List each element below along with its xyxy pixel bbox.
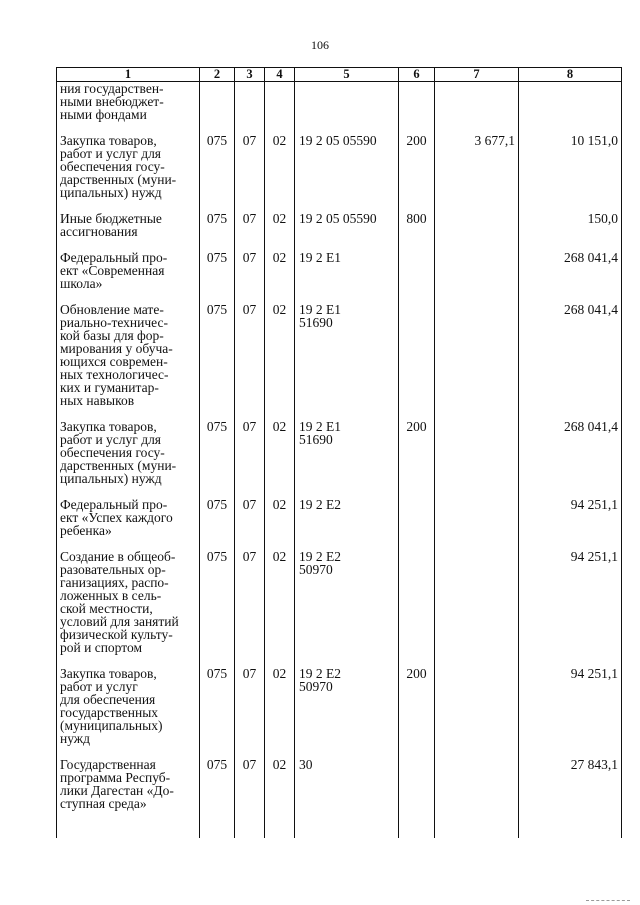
cell-ministry: 075 (200, 134, 235, 212)
cell-amount-7 (435, 212, 519, 251)
cell-amount-8: 10 151,0 (519, 134, 622, 212)
column-header-6: 6 (399, 68, 435, 82)
table-row (57, 758, 622, 838)
cell-amount-7 (435, 420, 519, 498)
cell-subsection: 02 (265, 212, 295, 251)
cell-section: 07 (235, 550, 265, 667)
row-name: Федеральный про- ект «Современная школа» (57, 251, 200, 303)
cell-amount-8: 94 251,1 (519, 550, 622, 667)
row-name: Закупка товаров, работ и услуг для обеспечения госу- дарственных (муни- ципальных) нужд (57, 134, 200, 212)
cell-section: 07 (235, 420, 265, 498)
row-name: Государственная программа Респуб- лики Дагестан «До- ступная среда» (57, 758, 200, 838)
column-header-7: 7 (435, 68, 519, 82)
cell-section: 07 (235, 758, 265, 838)
cell-target-article: 19 2 E2 50970 (295, 550, 399, 667)
cell-amount-8 (519, 82, 622, 134)
cell-subsection: 02 (265, 303, 295, 420)
page-number: 106 (311, 38, 329, 52)
cell-expense-type: 200 (399, 667, 435, 758)
cell-subsection: 02 (265, 134, 295, 212)
cell-target-article: 19 2 E1 51690 (295, 303, 399, 420)
cell-amount-8: 268 041,4 (519, 251, 622, 303)
row-name: Создание в общеоб- разовательных ор- ганизациях, распо- ложенных в сель- ской местности, условий для занятий физической культу- рой и спортом (57, 550, 200, 667)
cell-amount-8: 268 041,4 (519, 303, 622, 420)
column-header-1: 1 (57, 68, 200, 82)
cell-ministry: 075 (200, 498, 235, 550)
cell-ministry: 075 (200, 667, 235, 758)
header-row (57, 68, 622, 82)
cell-expense-type: 800 (399, 212, 435, 251)
cell-target-article: 19 2 05 05590 (295, 212, 399, 251)
cell-target-article: 19 2 E1 (295, 251, 399, 303)
cell-expense-type: 200 (399, 420, 435, 498)
column-header-5: 5 (295, 68, 399, 82)
row-name: Закупка товаров, работ и услуг для обеспечения государственных (муниципальных) нужд (57, 667, 200, 758)
cell-section: 07 (235, 498, 265, 550)
cell-section (235, 82, 265, 134)
column-header-3: 3 (235, 68, 265, 82)
table-row (57, 134, 622, 212)
cell-target-article: 19 2 05 05590 (295, 134, 399, 212)
cell-expense-type (399, 303, 435, 420)
table-row (57, 550, 622, 667)
row-name: Обновление мате- риально-техничес- кой базы для фор- мирования у обуча- ющихся современ- ных технологичес- ких и гуманитар- ных навыков (57, 303, 200, 420)
row-name: ния государствен- ными внебюджет- ными фондами (57, 82, 200, 134)
cell-target-article: 30 (295, 758, 399, 838)
cell-section: 07 (235, 134, 265, 212)
cell-amount-8: 94 251,1 (519, 667, 622, 758)
cell-section: 07 (235, 667, 265, 758)
cell-amount-8: 94 251,1 (519, 498, 622, 550)
cell-ministry: 075 (200, 420, 235, 498)
cell-subsection: 02 (265, 498, 295, 550)
cell-target-article: 19 2 E2 (295, 498, 399, 550)
cell-target-article: 19 2 E1 51690 (295, 420, 399, 498)
cell-expense-type (399, 758, 435, 838)
column-header-8: 8 (519, 68, 622, 82)
budget-table (56, 67, 622, 838)
table-row (57, 82, 622, 134)
cell-expense-type (399, 550, 435, 667)
cell-amount-7 (435, 251, 519, 303)
row-name: Федеральный про- ект «Успех каждого ребенка» (57, 498, 200, 550)
table-row (57, 251, 622, 303)
cell-subsection: 02 (265, 667, 295, 758)
column-header-2: 2 (200, 68, 235, 82)
cell-section: 07 (235, 251, 265, 303)
cell-amount-7 (435, 550, 519, 667)
cell-expense-type (399, 251, 435, 303)
cell-subsection: 02 (265, 251, 295, 303)
cell-amount-7 (435, 82, 519, 134)
cell-expense-type: 200 (399, 134, 435, 212)
table-row (57, 212, 622, 251)
cell-ministry: 075 (200, 251, 235, 303)
cell-subsection: 02 (265, 420, 295, 498)
cell-amount-8: 150,0 (519, 212, 622, 251)
table-row (57, 303, 622, 420)
cell-ministry (200, 82, 235, 134)
cell-expense-type (399, 498, 435, 550)
cell-amount-8: 27 843,1 (519, 758, 622, 838)
cell-section: 07 (235, 303, 265, 420)
cell-expense-type (399, 82, 435, 134)
cell-amount-7 (435, 667, 519, 758)
cell-amount-7: 3 677,1 (435, 134, 519, 212)
cell-amount-7 (435, 758, 519, 838)
cell-subsection: 02 (265, 550, 295, 667)
cell-ministry: 075 (200, 758, 235, 838)
cell-section: 07 (235, 212, 265, 251)
footer-divider (586, 900, 630, 901)
cell-ministry: 075 (200, 303, 235, 420)
cell-ministry: 075 (200, 550, 235, 667)
cell-target-article (295, 82, 399, 134)
table-row (57, 498, 622, 550)
cell-subsection (265, 82, 295, 134)
column-header-4: 4 (265, 68, 295, 82)
row-name: Закупка товаров, работ и услуг для обеспечения госу- дарственных (муни- ципальных) нужд (57, 420, 200, 498)
table-row (57, 420, 622, 498)
cell-amount-7 (435, 303, 519, 420)
cell-amount-8: 268 041,4 (519, 420, 622, 498)
cell-amount-7 (435, 498, 519, 550)
cell-target-article: 19 2 E2 50970 (295, 667, 399, 758)
cell-subsection: 02 (265, 758, 295, 838)
table-row (57, 667, 622, 758)
row-name: Иные бюджетные ассигнования (57, 212, 200, 251)
cell-ministry: 075 (200, 212, 235, 251)
